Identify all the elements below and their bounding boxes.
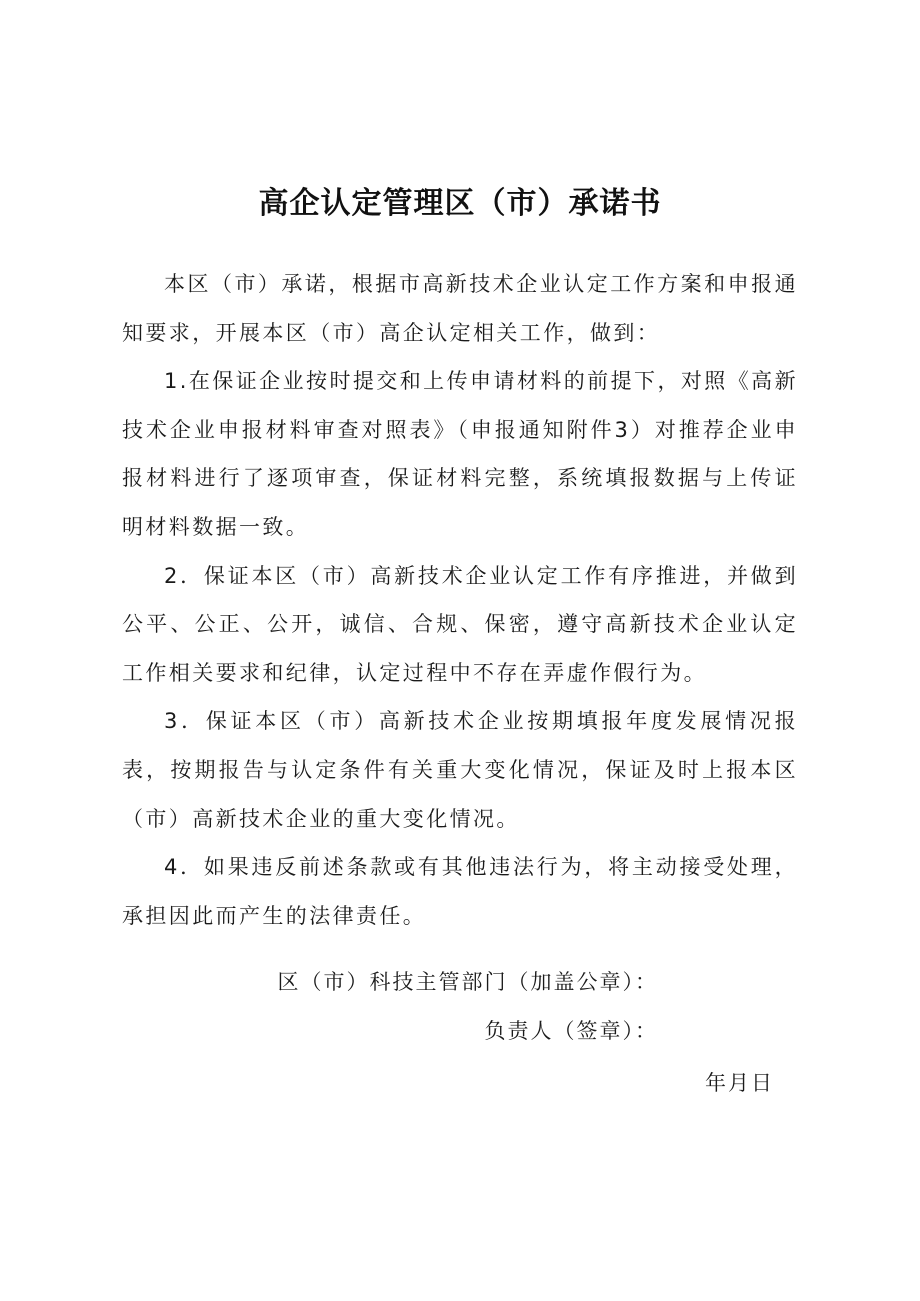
- clause-2-paragraph: 2．保证本区（市）高新技术企业认定工作有序推进，并做到公平、公正、公开，诚信、合规、保密，遵守高新技术企业认定工作相关要求和纪律，认定过程中不存在弄虚作假行为。: [122, 563, 798, 685]
- date-label: 年月日: [705, 1071, 774, 1095]
- clause-4-paragraph: 4．如果违反前述条款或有其他违法行为，将主动接受处理，承担因此而产生的法律责任。: [122, 855, 798, 928]
- intro-paragraph: 本区（市）承诺，根据市高新技术企业认定工作方案和申报通知要求，开展本区（市）高企认定相关工作，做到：: [122, 272, 798, 345]
- document-body: [122, 260, 798, 940]
- responsible-person-label: 负责人（签章）：: [484, 1019, 658, 1043]
- department-seal-label: 区（市）科技主管部门（加盖公章）：: [277, 970, 658, 994]
- clause-3-paragraph: 3．保证本区（市）高新技术企业按期填报年度发展情况报表，按期报告与认定条件有关重大变化情况，保证及时上报本区（市）高新技术企业的重大变化情况。: [122, 709, 798, 831]
- clause-1-paragraph: 1.在保证企业按时提交和上传申请材料的前提下，对照《高新技术企业申报材料审查对照表》（申报通知附件3）对推荐企业申报材料进行了逐项审查，保证材料完整，系统填报数据与上传证明材料数据一致。: [122, 369, 798, 539]
- document-title: 高企认定管理区（市）承诺书: [258, 186, 662, 221]
